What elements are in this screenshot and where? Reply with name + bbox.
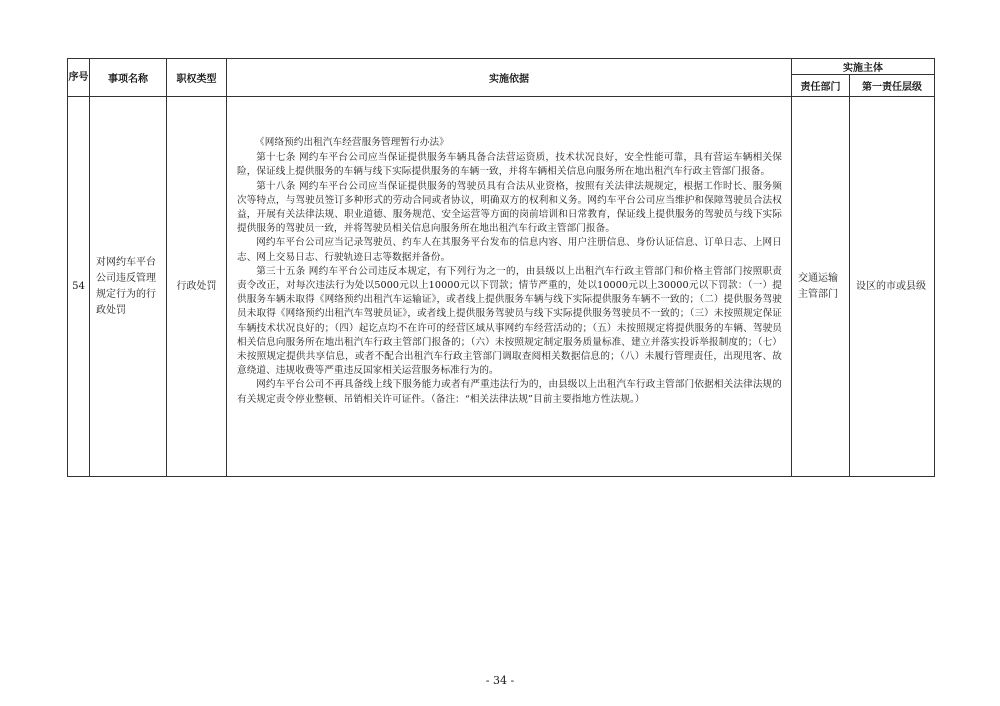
basis-paragraph: 第十七条 网约车平台公司应当保证提供服务车辆具备合法营运资质，技术状况良好，安全性能可靠，具有营运车辆相关保险，保证线上提供服务的车辆与线下实际提供服务的车辆一致，并将车辆相关信息向服务所在地出租汽车行政主管部门报备。 bbox=[237, 152, 782, 178]
header-subject: 实施主体 bbox=[792, 59, 935, 75]
basis-title: 《网络预约出租汽车经营服务管理暂行办法》 bbox=[255, 137, 449, 148]
row-level: 设区的市或县级 bbox=[850, 97, 935, 477]
header-basis: 实施依据 bbox=[227, 59, 792, 97]
header-power-type: 职权类型 bbox=[167, 59, 227, 97]
page-number: - 34 - bbox=[485, 674, 515, 687]
row-item-name: 对网约车平台公司违反管理规定行为的行政处罚 bbox=[90, 97, 167, 477]
row-seq: 54 bbox=[68, 97, 90, 477]
enforcement-table bbox=[67, 58, 935, 477]
header-item-name: 事项名称 bbox=[90, 59, 167, 97]
basis-paragraph: 第十八条 网约车平台公司应当保证提供服务的驾驶员具有合法从业资格，按照有关法律法规规定，根据工作时长、服务频次等特点，与驾驶员签订多种形式的劳动合同或者协议，明确双方的权利和义务。网约车平台公司应当维护和保障驾驶员合法权益，开展有关法律法规、职业道德、服务规范、安全运营等方面的岗前培训和日常教育，保证线上提供服务的驾驶员与线下实际提供服务的驾驶员一致，并将驾驶员相关信息向服务所在地出租汽车行政主管部门报备。 bbox=[237, 180, 782, 235]
header-seq: 序号 bbox=[68, 59, 90, 97]
row-power-type: 行政处罚 bbox=[167, 97, 227, 477]
basis-paragraph: 网约车平台公司不再具备线上线下服务能力或者有严重违法行为的，由县级以上出租汽车行政主管部门依据相关法律法规的有关规定责令停业整顿、吊销相关许可证件。（备注：“相关法律法规”目前主要指地方性法规。） bbox=[237, 379, 782, 405]
header-dept: 责任部门 bbox=[792, 75, 850, 97]
basis-paragraph: 第三十五条 网约车平台公司违反本规定，有下列行为之一的，由县级以上出租汽车行政主管部门和价格主管部门按照职责责令改正，对每次违法行为处以5000元以上10000元以下罚款；情节严重的，处以10000元以上30000元以下罚款：（一）提供服务车辆未取得《网络预约出租汽车运输证》，或者线上提供服务车辆与线下实际提供服务车辆不一致的；（二）提供服务驾驶员未取得《网络预约出租汽车驾驶员证》，或者线上提供服务驾驶员与线下实际提供服务驾驶员不一致的；（三）未按照规定保证车辆技术状况良好的；（四）起讫点均不在许可的经营区域从事网约车经营活动的；（五）未按照规定将提供服务的车辆、驾驶员相关信息向服务所在地出租汽车行政主管部门报备的；（六）未按照规定制定服务质量标准、建立并落实投诉举报制度的；（七）未按照规定提供共享信息，或者不配合出租汽车行政主管部门调取查阅相关数据信息的；（八）未履行管理责任，出现甩客、故意绕道、违规收费等严重违反国家相关运营服务标准行为的。 bbox=[237, 265, 782, 377]
basis-paragraph: 网约车平台公司应当记录驾驶员、约车人在其服务平台发布的信息内容、用户注册信息、身份认证信息、订单日志、上网日志、网上交易日志、行驶轨迹日志等数据并备份。 bbox=[237, 237, 782, 263]
row-dept: 交通运输主管部门 bbox=[792, 97, 850, 477]
table-row bbox=[68, 97, 935, 477]
header-level: 第一责任层级 bbox=[850, 75, 935, 97]
row-basis bbox=[227, 97, 792, 477]
